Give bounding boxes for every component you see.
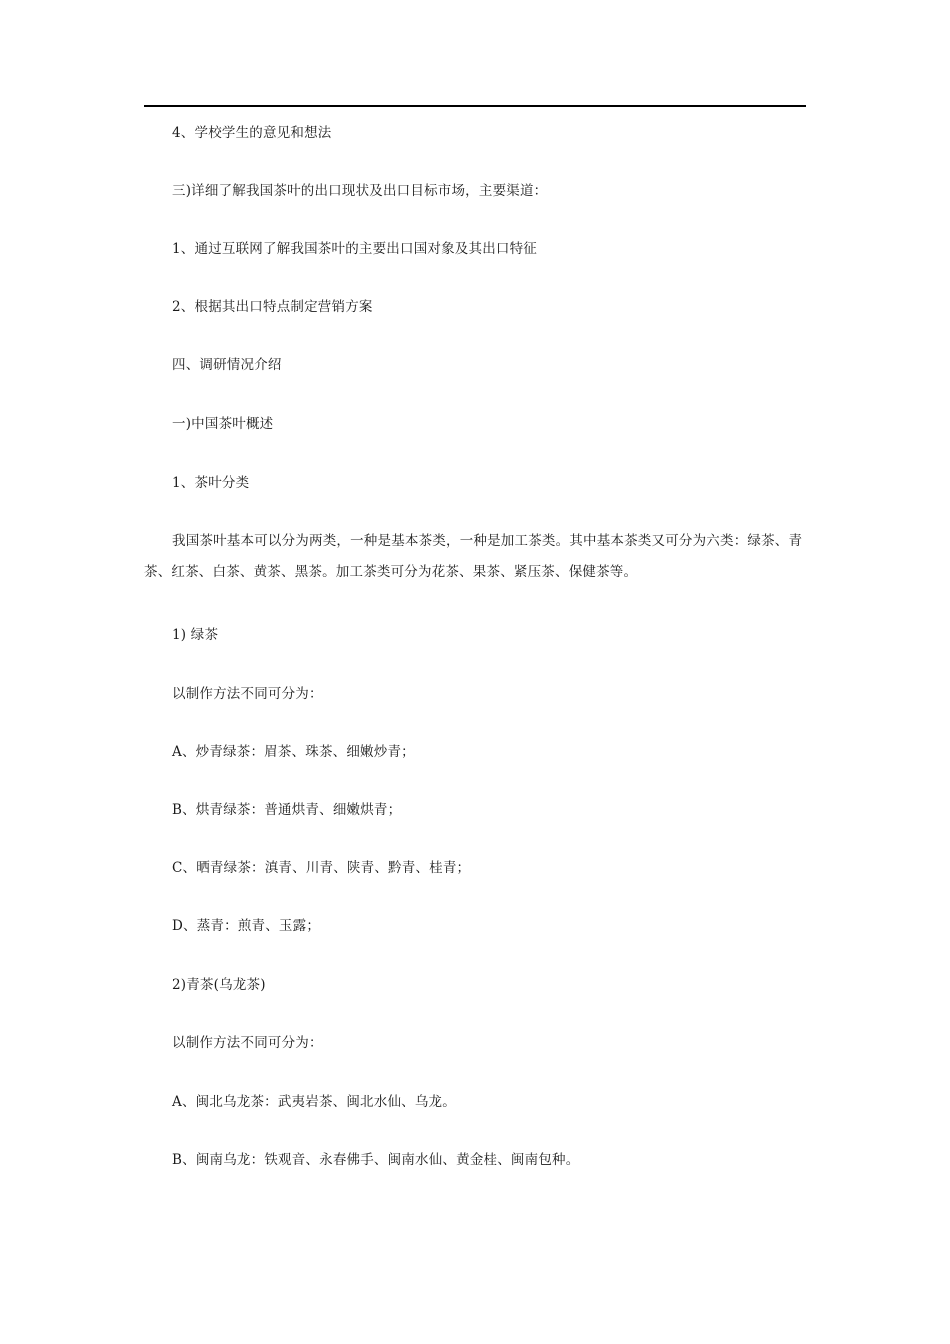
subsection-china-tea-overview: 一)中国茶叶概述 <box>172 416 274 432</box>
paragraph-tea-categories: 我国茶叶基本可以分为两类，一种是基本茶类，一种是加工茶类。其中基本茶类又可分为六类：绿茶、青茶、红茶、白茶、黄茶、黑茶。加工茶类可分为花茶、果茶、紧压茶、保健茶等。 <box>144 533 803 580</box>
green-tea-type-a: A、炒青绿茶：眉茶、珠茶、细嫩炒青； <box>172 744 415 760</box>
list-item-internet-research: 1、通过互联网了解我国茶叶的主要出口国对象及其出口特征 <box>172 241 537 257</box>
list-item-marketing-plan: 2、根据其出口特点制定营销方案 <box>172 299 373 315</box>
green-tea-type-b: B、烘青绿茶：普通烘青、细嫩烘青； <box>172 802 402 818</box>
item-green-tea: 1) 绿茶 <box>172 627 219 643</box>
section-export-status: 三)详细了解我国茶叶的出口现状及出口目标市场，主要渠道： <box>172 183 548 199</box>
section-heading-research-intro: 四、调研情况介绍 <box>172 357 282 373</box>
oolong-type-a: A、闽北乌龙茶：武夷岩茶、闽北水仙、乌龙。 <box>172 1094 456 1110</box>
green-tea-method-intro: 以制作方法不同可分为： <box>172 686 323 702</box>
header-rule <box>144 105 806 107</box>
list-item-student-opinions: 4、学校学生的意见和想法 <box>172 125 332 141</box>
green-tea-type-c: C、晒青绿茶：滇青、川青、陕青、黔青、桂青； <box>172 860 471 876</box>
green-tea-type-d: D、蒸青：煎青、玉露； <box>172 918 321 934</box>
oolong-method-intro: 以制作方法不同可分为： <box>172 1035 323 1051</box>
item-oolong-tea: 2)青茶(乌龙茶) <box>172 977 266 993</box>
oolong-type-b: B、闽南乌龙：铁观音、永春佛手、闽南水仙、黄金桂、闽南包种。 <box>172 1152 580 1168</box>
subsection-tea-classification: 1、茶叶分类 <box>172 475 250 491</box>
